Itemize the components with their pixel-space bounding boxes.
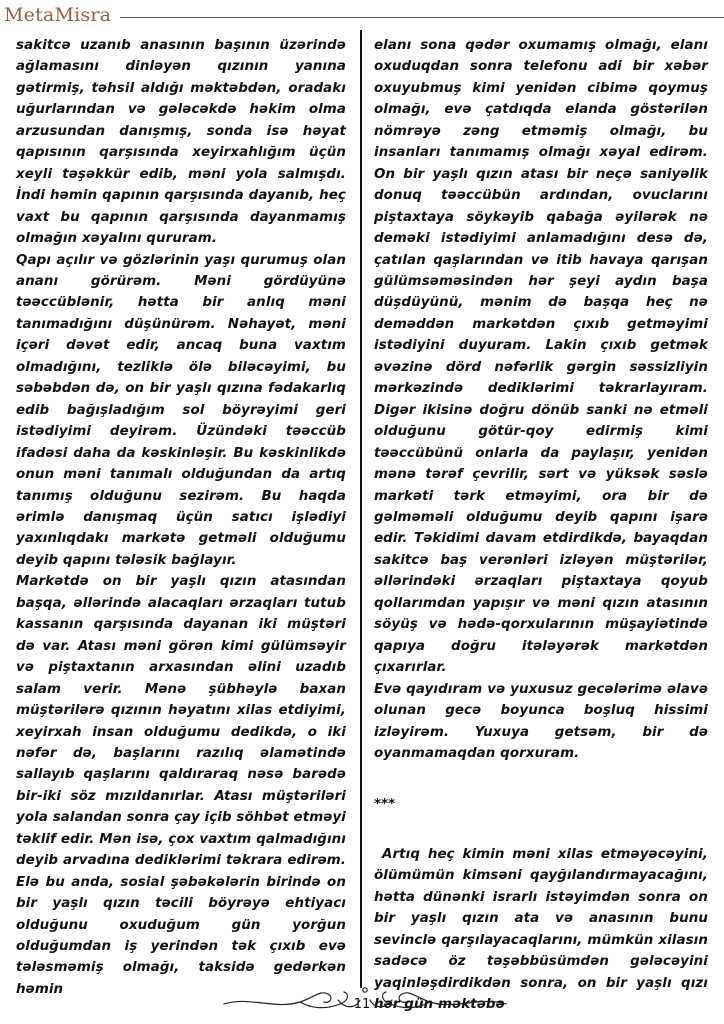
- page-number: 11: [353, 997, 371, 1012]
- paragraph: elanı sona qədər oxumamış olmağı, elanı oxuduqdan sonra telefonu adi bir xəbər oxuyubmuş kimi yenidən cibimə qoymuş olmağı, evə çatdıqda elanda göstərilən nömrəyə zəng etməmiş olmağı, bu insanları tanımamış olmağı xəyal edirəm. On bir yaşlı qızın atası bir neçə saniyəlik donuq təəccübün ardından, ovuclarını piştaxtaya söykəyib qabağa əyilərək nə deməki istədiyimi anlamadığını desə də, çatılan qaşlarından və itib havaya qarışan gülümsəməsindən hər şeyi aydın başa düşdüyünü, mənim də başqa heç nə deməddən markətdən çıxıb getməyimi istədiyini duyuram. Lakin çıxıb getmək əvəzinə dörd nəfərlik gərgin səssizliyin mərkəzində dediklərimi təkrarlayıram. Digər ikisinə doğru dönüb sanki nə etməli olduğunu götür-qoy edirmiş kimi təəccübünü onlarla da paylaşır, yenidən mənə tərəf çevrilir, sərt və yüksək səslə markəti tərk etməyimi, ora bir də gəlməməli olduğumu deyib qapını işarə edir. Təkidimi davam etdirdikdə, bayaqdan sakitcə baş verənləri izləyən müştərilər, əllərindəki ərzaqları piştaxtaya qoyub qollarımdan yapışır və məni qızın atasının söyüş və hədə-qorxularının müşayiətində qapıya doğru itələyərək markətdən çıxarırlar.: [374, 38, 708, 676]
- brand-logo: MetaMisra: [4, 4, 112, 26]
- left-column: [16, 35, 346, 1000]
- right-column: [374, 35, 708, 1015]
- section-break: ***: [374, 797, 396, 813]
- paragraph: Qapı açılır və gözlərinin yaşı qurumuş olan ananı görürəm. Məni gördüyünə təəccüblənir, hətta bir anlıq məni tanımadığını düşünürəm. Nəhayət, məni içəri dəvət edir, ancaq buna vaxtım olmadığını, tezliklə ölə biləcəyimi, bu səbəbdən də, on bir yaşlı qızına fədakarlıq edib bağışladığım sol böyrəyimi geri istədiyimi deyirəm. Üzündəki təəccüb ifadəsi daha da kəskinləşir. Bu kəskinlikdə onun məni tanımalı olduğundan da artıq tanımış olduğunu sezirəm. Bu haqda ərimlə danışmaq üçün satıcı işlədiyi yaxınlıqdakı markətə getməli olduğumu deyib qapını tələsik bağlayır.: [16, 252, 346, 568]
- paragraph: sakitcə uzanıb anasının başının üzərində ağlamasını dinləyən qızının yanına gətirmiş, təhsil aldığı məktəbdən, oradakı uğurlarından və gələcəkdə həkim olma arzusundan danışmış, sonda isə həyat qapısının qarşısında xeyirxahlığım üçün xeyli təşəkkür edib, məni yola salmışdı. İndi həmin qapının qarşısında dayanıb, heç vaxt bu qapının qarşısında dayanmamış olmağın xəyalını qururam.: [16, 38, 346, 247]
- column-divider: [360, 30, 362, 988]
- paragraph: Evə qayıdıram və yuxusuz gecələrimə əlavə olunan gecə boyunca boşluq hissimi izləyirəm. Yuxuya getsəm, bir də oyanmamaqdan qorxuram.: [374, 681, 708, 761]
- header-rule: [120, 17, 724, 18]
- paragraph: Artıq heç kimin məni xilas etməyəcəyini, ölümümün kimsəni qayğılandırmayacağını, hətta dünənki israrlı istəyimdən sonra on bir yaşlı qızın ata və anasının bunu sevinclə qarşılayacaqlarını, mümkün xilasın sadəcə öz təşəbbüsümdən gələcəyini yaqinləşdirdikdən sonra, on bir yaşlı qızı hər gün məktəbə: [374, 846, 708, 1013]
- paragraph: Markətdə on bir yaşlı qızın atasından başqa, əllərində alacaqları ərzaqları tutub kassanın qarşısında dayanan iki müştəri də var. Atası məni görən kimi gülümsəyir və piştaxtanın arxasından əlini uzadıb salam verir. Mənə şübhəylə baxan müştərilərə qızının həyatını xilas etdiyimi, xeyirxah insan olduğumu dedikdə, o iki nəfər də, başlarını razılıq əlamətində sallayıb qaşlarını qaldıraraq nəsə barədə bir-iki söz mızıldanırlar. Atası müştəriləri yola salandan sonra çay içib söhbət etməyi təklif edir. Mən isə, çox vaxtım qalmadığını deyib arvadına dediklərimi təkrara edirəm. Elə bu anda, sosial şəbəkələrin birində on bir yaşlı qızın təcili böyrəyə ehtiyacı olduğunu oxuduğum gün yorğun olduğumdan iş yerindən tək çıxıb evə tələsməmiş olmağı, taksidə gedərkən həmin: [16, 574, 346, 997]
